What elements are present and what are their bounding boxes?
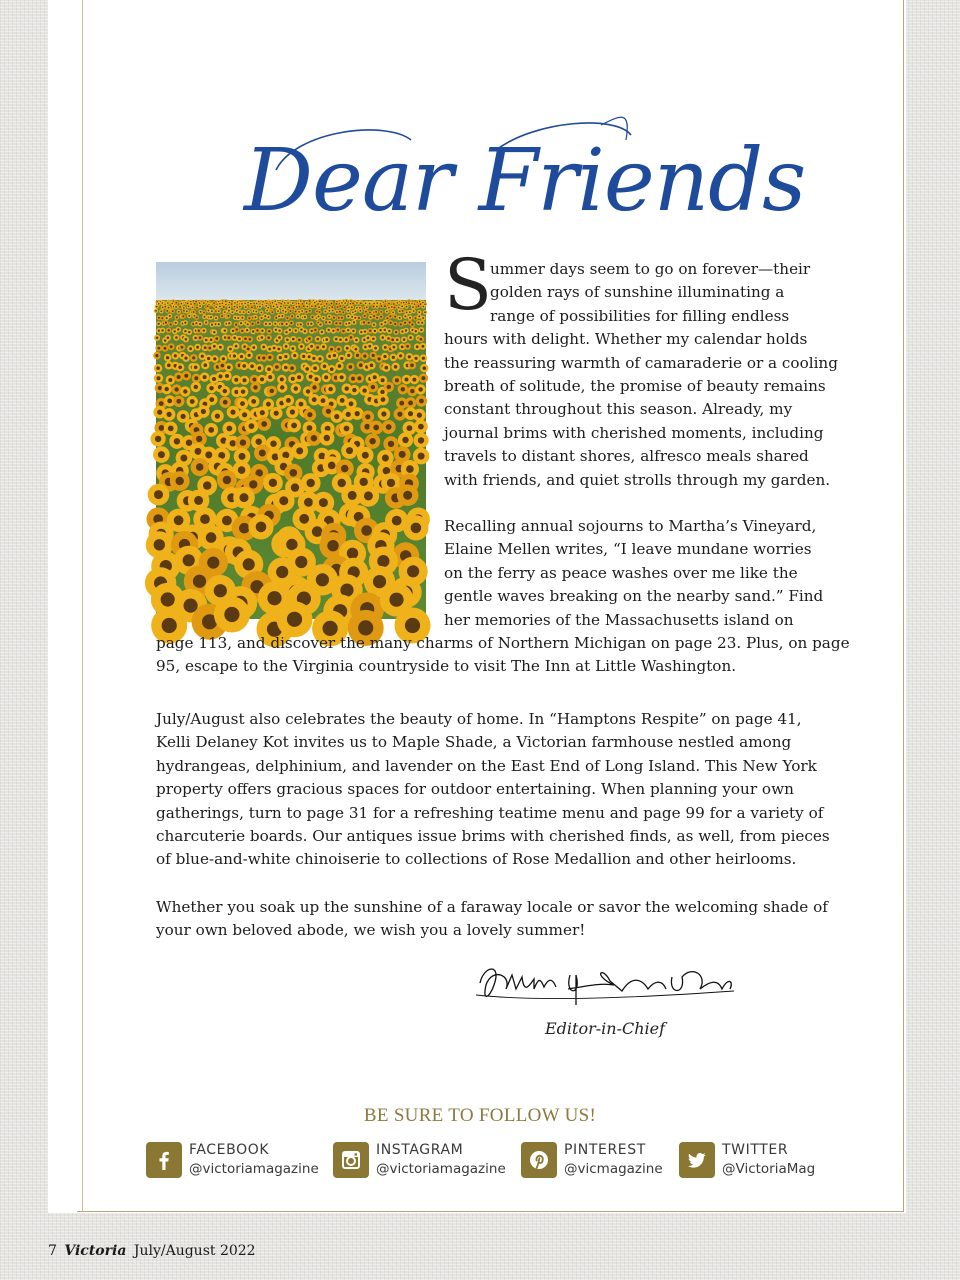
text-line: property offers gracious spaces for outdoor entertaining. When planning your own bbox=[156, 780, 794, 799]
magazine-name: Victoria bbox=[64, 1243, 127, 1259]
social-facebook[interactable] bbox=[146, 1140, 319, 1180]
text-line: breath of solitude, the promise of beauty remains bbox=[444, 377, 826, 396]
social-handle[interactable]: @victoriamagazine bbox=[189, 1161, 319, 1177]
social-twitter[interactable] bbox=[679, 1140, 815, 1180]
title-text: Dear Friends bbox=[244, 131, 806, 231]
page-border-left bbox=[82, 0, 83, 1212]
letter-paragraph-2 bbox=[444, 515, 824, 632]
follow-heading: BE SURE TO FOLLOW US! bbox=[363, 1105, 597, 1126]
text-line: Elaine Mellen writes, “I leave mundane worries bbox=[444, 540, 812, 559]
letter-paragraph-1 bbox=[444, 258, 838, 492]
text-line: charcuterie boards. Our antiques issue brims with cherished finds, as well, from pieces bbox=[156, 827, 830, 846]
social-handle[interactable]: @VictoriaMag bbox=[722, 1161, 816, 1177]
text-line: ummer days seem to go on forever—their bbox=[490, 260, 811, 278]
drop-cap: S bbox=[444, 244, 492, 326]
text-line: July/August also celebrates the beauty of home. In “Hamptons Respite” on page 41, bbox=[156, 710, 802, 728]
text-line: page 113, and discover the many charms of Northern Michigan on page 23. Plus, on page bbox=[156, 634, 850, 652]
social-instagram[interactable] bbox=[333, 1140, 506, 1180]
page-footer bbox=[48, 1243, 256, 1259]
letter-paragraph-2-continued bbox=[156, 632, 850, 679]
text-line: Kelli Delaney Kot invites us to Maple Shade, a Victorian farmhouse nestled among bbox=[156, 733, 792, 752]
social-network-name: INSTAGRAM bbox=[376, 1142, 464, 1158]
text-line: hours with delight. Whether my calendar holds bbox=[444, 330, 808, 349]
text-line: journal brims with cherished moments, including bbox=[444, 423, 824, 442]
social-network-name: PINTEREST bbox=[564, 1142, 646, 1158]
social-network-name: TWITTER bbox=[722, 1142, 789, 1158]
text-line: her memories of the Massachusetts island on bbox=[444, 610, 794, 629]
text-line: your own beloved abode, we wish you a lovely summer! bbox=[156, 921, 586, 940]
page-number: 7 bbox=[48, 1243, 57, 1259]
text-line: golden rays of sunshine illuminating a bbox=[490, 283, 785, 302]
text-line: the reassuring warmth of camaraderie or a cooling bbox=[444, 353, 838, 372]
editor-title: Editor-in-Chief bbox=[545, 1019, 666, 1038]
text-line: 95, escape to the Virginia countryside to visit The Inn at Little Washington. bbox=[156, 657, 737, 676]
facebook-icon[interactable] bbox=[146, 1142, 182, 1178]
text-line: range of possibilities for filling endless bbox=[490, 306, 790, 325]
letter-paragraph-4 bbox=[156, 896, 826, 943]
instagram-icon[interactable] bbox=[333, 1142, 369, 1178]
text-line: travels to distant shores, alfresco meals shared bbox=[444, 447, 809, 466]
social-pinterest[interactable] bbox=[521, 1140, 663, 1180]
social-network-name: FACEBOOK bbox=[189, 1142, 270, 1158]
text-line: on the ferry as peace washes over me like the bbox=[444, 563, 798, 582]
text-line: Recalling annual sojourns to Martha’s Vineyard, bbox=[444, 517, 817, 535]
sunflower-field-photo bbox=[156, 262, 426, 619]
text-line: with friends, and quiet strolls through my garden. bbox=[444, 470, 831, 489]
text-line: gatherings, turn to page 31 for a refreshing teatime menu and page 99 for a variety of bbox=[156, 803, 824, 822]
social-handle[interactable]: @vicmagazine bbox=[564, 1161, 663, 1177]
page-title bbox=[236, 110, 806, 240]
text-line: of blue-and-white chinoiserie to collections of Rose Medallion and other heirlooms. bbox=[156, 850, 797, 869]
title-script bbox=[236, 110, 806, 240]
text-line: constant throughout this season. Already, my bbox=[444, 400, 793, 419]
twitter-icon[interactable] bbox=[679, 1142, 715, 1178]
text-line: gentle waves breaking on the nearby sand.” Find bbox=[444, 587, 824, 606]
text-line: hydrangeas, delphinium, and lavender on the East End of Long Island. This New York bbox=[156, 756, 817, 775]
text-line: Whether you soak up the sunshine of a faraway locale or savor the welcoming shade of bbox=[156, 898, 828, 916]
letter-paragraph-3 bbox=[156, 708, 830, 872]
pinterest-icon[interactable] bbox=[521, 1142, 557, 1178]
issue-date: July/August 2022 bbox=[133, 1243, 256, 1259]
editor-signature bbox=[472, 955, 742, 1025]
social-handle[interactable]: @victoriamagazine bbox=[376, 1161, 506, 1177]
